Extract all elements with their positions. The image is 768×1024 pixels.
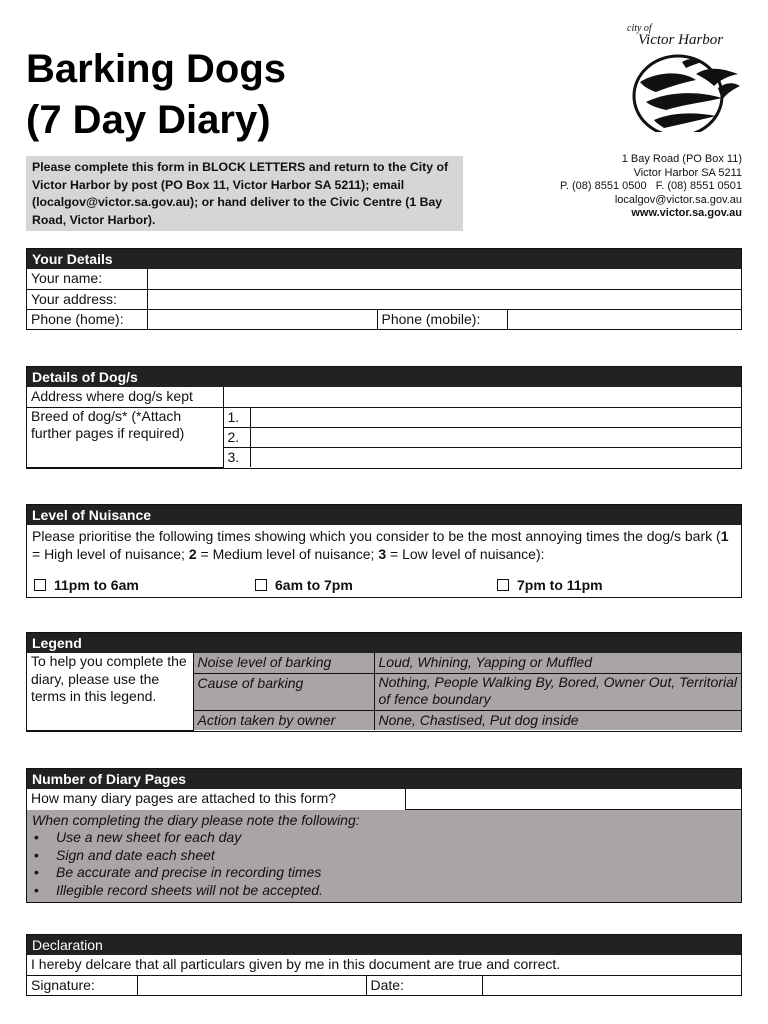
- your-details-heading: Your Details: [27, 249, 741, 269]
- date-field[interactable]: [482, 975, 741, 995]
- declaration-section: [26, 934, 742, 996]
- diary-pages-question: How many diary pages are attached to this form?: [27, 789, 405, 809]
- council-logo: [622, 20, 744, 138]
- option-label: 7pm to 11pm: [517, 577, 603, 593]
- breed-field-3[interactable]: [250, 447, 741, 467]
- breed-label: Breed of dog/s* (*Attach further pages if required): [27, 407, 223, 467]
- address-label: Your address:: [27, 289, 147, 309]
- title-line-2: (7 Day Diary): [26, 98, 271, 142]
- diary-pages-heading: Number of Diary Pages: [27, 769, 741, 789]
- option-label: 6am to 7pm: [275, 577, 353, 593]
- contact-email: localgov@victor.sa.gov.au: [614, 193, 742, 206]
- legend-values: Nothing, People Walking By, Bored, Owner Out, Territorial of fence boundary: [374, 673, 741, 710]
- legend-intro: To help you complete the diary, please use the terms in this legend.: [27, 653, 193, 730]
- contact-website: www.victor.sa.gov.au: [631, 207, 742, 219]
- option-7pm-11pm[interactable]: [497, 577, 603, 593]
- note-item: • Illegible record sheets will not be accepted.: [32, 882, 736, 900]
- legend-heading: Legend: [27, 633, 741, 653]
- legend-term: Action taken by owner: [193, 710, 374, 730]
- signature-field[interactable]: [137, 975, 366, 995]
- note-item: • Use a new sheet for each day: [32, 829, 736, 847]
- phone-mobile-field[interactable]: [507, 309, 741, 329]
- phone-home-field[interactable]: [147, 309, 377, 329]
- declaration-heading: Declaration: [27, 935, 741, 955]
- legend-values: Loud, Whining, Yapping or Muffled: [374, 653, 741, 673]
- breed-field-2[interactable]: [250, 427, 741, 447]
- nuisance-heading: Level of Nuisance: [27, 505, 741, 525]
- dog-address-field[interactable]: [223, 387, 741, 407]
- phone-home-label: Phone (home):: [27, 309, 147, 329]
- name-field[interactable]: [147, 269, 741, 289]
- phone-mobile-label: Phone (mobile):: [377, 309, 507, 329]
- breed-row-number: 1.: [223, 407, 250, 427]
- diary-pages-section: [26, 768, 742, 903]
- logo-name: Victor Harbor: [638, 32, 724, 48]
- legend-section: [26, 632, 742, 732]
- breed-row-number: 2.: [223, 427, 250, 447]
- instructions-box: Please complete this form in BLOCK LETTERS and return to the City of Victor Harbor by post (PO Box 11, Victor Harbor SA 5211); email (localgov@victor.sa.gov.au); or hand deliver to the Civic Centre (1 Bay Road, Victor Harbor).: [26, 156, 463, 231]
- name-label: Your name:: [27, 269, 147, 289]
- breed-field-1[interactable]: [250, 407, 741, 427]
- contact-details: [560, 153, 742, 221]
- title-line-1: Barking Dogs: [26, 47, 287, 91]
- nuisance-instructions: Please prioritise the following times showing which you consider to be the most annoying times the dog/s bark (1 = High level of nuisance; 2 = Medium level of nuisance; 3 = Low level of nuisance):: [32, 528, 729, 562]
- whale-wave-emblem: [626, 52, 742, 132]
- note-item: • Sign and date each sheet: [32, 847, 736, 865]
- declaration-text: I hereby delcare that all particulars given by me in this document are true and correct.: [27, 955, 741, 975]
- page-title: [26, 44, 286, 146]
- contact-phone-fax: P. (08) 8551 0500 F. (08) 8551 0501: [559, 180, 742, 192]
- dog-address-label: Address where dog/s kept: [27, 387, 223, 407]
- checkbox[interactable]: [497, 579, 509, 591]
- dog-details-section: [26, 366, 742, 469]
- option-11pm-6am[interactable]: [34, 577, 139, 593]
- option-6am-7pm[interactable]: [255, 577, 353, 593]
- signature-label: Signature:: [27, 975, 137, 995]
- breed-row-number: 3.: [223, 447, 250, 467]
- legend-term: Cause of barking: [193, 673, 374, 710]
- logo-city-of: city of: [627, 23, 652, 34]
- legend-term: Noise level of barking: [193, 653, 374, 673]
- diary-notes: [27, 810, 741, 903]
- dog-details-heading: Details of Dog/s: [27, 367, 741, 387]
- option-label: 11pm to 6am: [54, 577, 139, 593]
- notes-intro: When completing the diary please note the following:: [32, 811, 360, 828]
- diary-pages-count-field[interactable]: [405, 789, 741, 809]
- nuisance-section: [26, 504, 742, 598]
- checkbox[interactable]: [255, 579, 267, 591]
- contact-line-1: 1 Bay Road (PO Box 11): [621, 153, 742, 165]
- legend-values: None, Chastised, Put dog inside: [374, 710, 741, 730]
- checkbox[interactable]: [34, 579, 46, 591]
- note-item: • Be accurate and precise in recording times: [32, 864, 736, 882]
- contact-line-2: Victor Harbor SA 5211: [633, 166, 742, 179]
- address-field[interactable]: [147, 289, 741, 309]
- date-label: Date:: [366, 975, 482, 995]
- your-details-section: [26, 248, 742, 330]
